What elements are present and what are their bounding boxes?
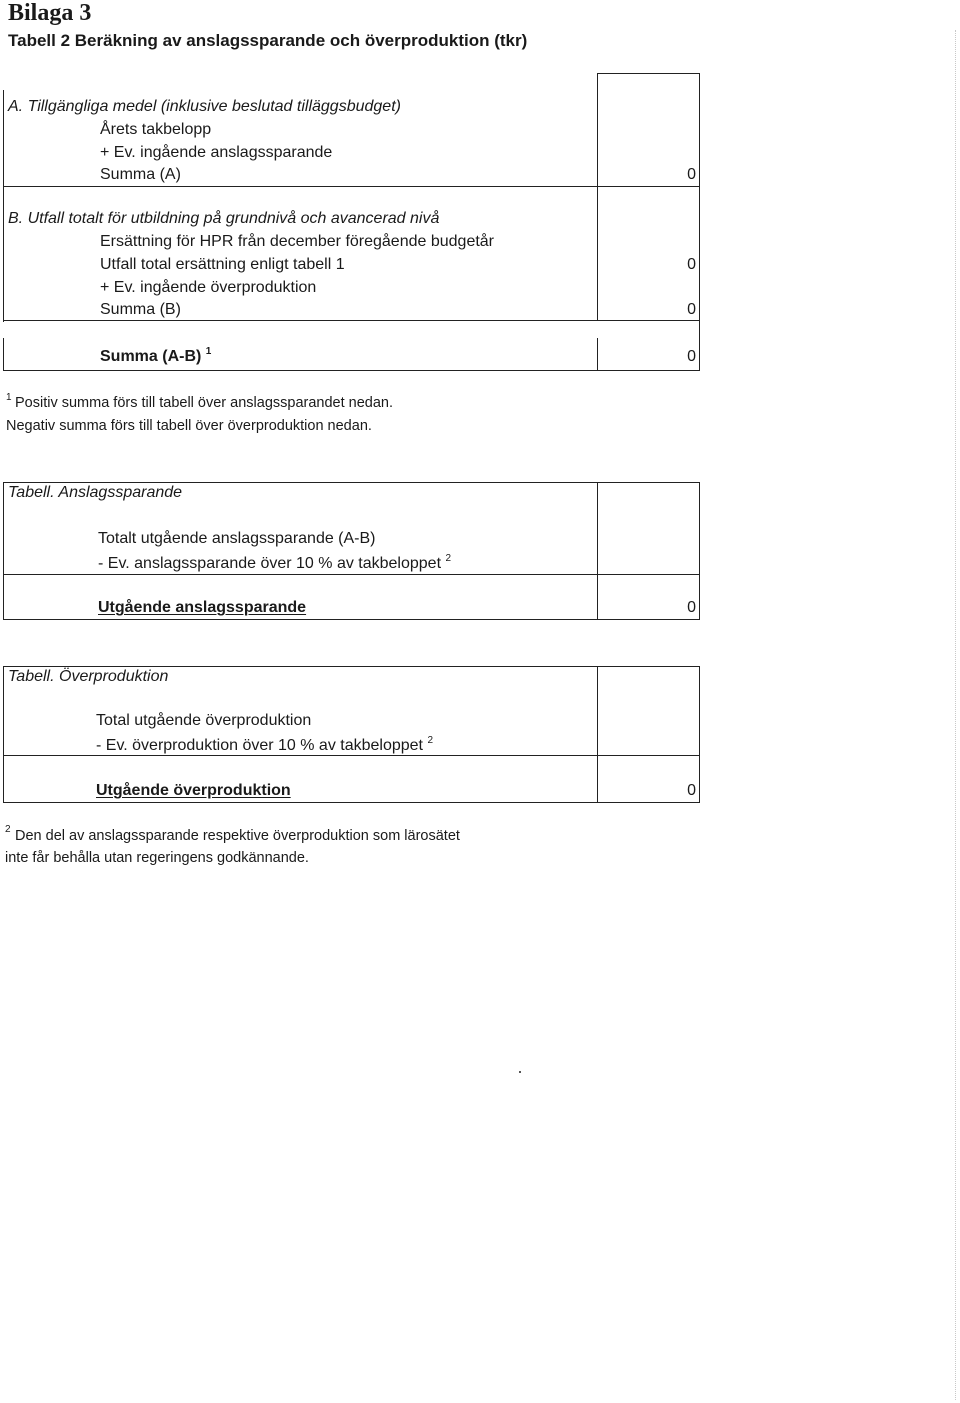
section-a-row-takbelopp: Årets takbelopp [100, 121, 212, 138]
utgaende-anslagssparande-value: 0 [687, 599, 696, 616]
section-b-row-overproduktion: + Ev. ingående överproduktion [100, 279, 317, 296]
overproduktion-row-over-10: - Ev. överproduktion över 10 % av takbeloppet $^2$ [96, 735, 434, 754]
summa-b-label: Summa (B) [100, 301, 181, 318]
utgaende-overproduktion-value: 0 [687, 782, 696, 799]
section-a-row-sparande: + Ev. ingående anslagssparande [100, 144, 333, 161]
footnote-1-line-1: Positiv summa förs till tabell över anslagssparandet nedan. [15, 395, 393, 411]
anslagssparande-row-over-10: - Ev. anslagssparande över 10 % av takbeloppet $^2$ [98, 553, 452, 572]
document-title: Bilaga 3 [8, 0, 92, 26]
summa-ab-label: Summa (A-B) $^1$ [100, 346, 212, 365]
utgaende-overproduktion-label: Utgående överproduktion [96, 782, 291, 799]
summa-ab-value: 0 [687, 348, 696, 365]
utgaende-anslagssparande-label: Utgående anslagssparande [98, 599, 307, 616]
scan-edge-line [955, 30, 956, 1400]
summa-a-value: 0 [687, 166, 696, 183]
footnote-2-line-2: inte får behålla utan regeringens godkännande. [5, 850, 309, 866]
footnote-ref-2b: 2 [427, 735, 434, 746]
footnote-ref-2: 2 [445, 553, 452, 564]
summa-a-label: Summa (A) [100, 166, 181, 183]
section-b-row-utfall: Utfall total ersättning enligt tabell 1 [100, 256, 345, 273]
footnote-2-line-1: Den del av anslagssparande respektive överproduktion som lärosätet [15, 828, 460, 844]
footnote-2-marker: 2 [5, 824, 11, 835]
footnote-1-line-2: Negativ summa förs till tabell över överproduktion nedan. [6, 418, 372, 434]
anslagssparande-row-totalt: Totalt utgående anslagssparande (A-B) [98, 530, 376, 547]
section-b-heading: B. Utfall totalt för utbildning på grundnivå och avancerad nivå [8, 210, 440, 227]
table-caption: Tabell 2 Beräkning av anslagssparande och överproduktion (tkr) [8, 31, 528, 50]
anslagssparande-heading: Tabell. Anslagssparande [8, 484, 183, 501]
section-b-row-hpr: Ersättning för HPR från december föregående budgetår [100, 233, 495, 250]
section-a-heading: A. Tillgängliga medel (inklusive beslutad tilläggsbudget) [8, 98, 401, 115]
footnote-1-marker: 1 [6, 392, 12, 403]
overproduktion-row-total: Total utgående överproduktion [96, 712, 312, 729]
section-b-row-utfall-value: 0 [687, 256, 696, 273]
scan-speck [519, 1071, 521, 1073]
summa-b-value: 0 [687, 301, 696, 318]
footnote-ref-1: 1 [205, 346, 212, 357]
overproduktion-heading: Tabell. Överproduktion [8, 668, 169, 685]
